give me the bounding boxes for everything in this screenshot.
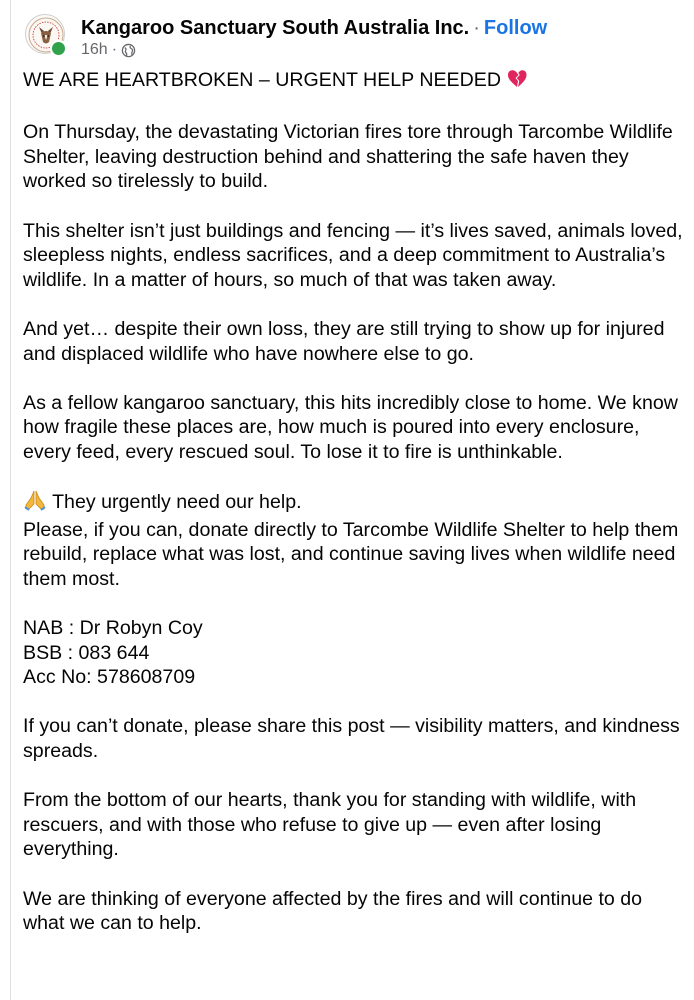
post-timestamp[interactable]: 16h xyxy=(81,41,108,58)
avatar[interactable] xyxy=(25,14,65,54)
closing-paragraph-3: We are thinking of everyone affected by the fires and will continue to do what we can to help. xyxy=(23,887,643,935)
closing-paragraph-1: If you can’t donate, please share this post — visibility matters, and kindness spreads. xyxy=(23,715,680,763)
globe-icon[interactable] xyxy=(121,43,136,58)
name-separator: · xyxy=(473,17,480,39)
closing-paragraph-2: From the bottom of our hearts, thank you for standing with wildlife, with rescuers, and with those who refuse to give up — even after losing everything. xyxy=(23,789,637,861)
help-paragraph xyxy=(23,489,683,591)
meta-separator: · xyxy=(111,41,118,58)
bank-bsb: BSB : 083 644 xyxy=(23,641,150,664)
paragraph-3: And yet… despite their own loss, they are still trying to show up for injured and displaced wildlife who have nowhere else to go. xyxy=(23,317,665,365)
help-line-2: Please, if you can, donate directly to Tarcombe Wildlife Shelter to help them rebuild, replace what was lost, and continue saving lives when wildlife need them most. xyxy=(23,518,679,590)
post-header xyxy=(25,14,685,64)
author-row xyxy=(81,15,547,41)
online-status-dot xyxy=(50,40,67,57)
broken-heart-icon xyxy=(506,69,528,96)
page-name-link[interactable]: Kangaroo Sanctuary South Australia Inc. xyxy=(81,17,470,39)
post-card xyxy=(10,0,694,1000)
paragraph-1: On Thursday, the devastating Victorian fires tore through Tarcombe Wildlife Shelter, leaving destruction behind and shattering the safe haven they worked so tirelessly to build. xyxy=(23,121,673,193)
bank-details xyxy=(23,616,683,690)
post-heading xyxy=(23,68,683,96)
paragraph-4: As a fellow kangaroo sanctuary, this hits incredibly close to home. We know how fragile these places are, how much is poured into every enclosure, every feed, every rescued soul. To lose it to fire is unthinkable. xyxy=(23,391,678,463)
follow-button[interactable]: Follow xyxy=(483,17,548,39)
post-heading-text: WE ARE HEARTBROKEN – URGENT HELP NEEDED xyxy=(23,69,501,91)
bank-acc: Acc No: 578608709 xyxy=(23,666,196,689)
paragraph-2: This shelter isn’t just buildings and fencing — it’s lives saved, animals loved, sleepless nights, endless sacrifices, and a deep commitment to Australia’s wildlife. In a matter of hours, so much of that was taken away. xyxy=(23,219,683,291)
help-line-1: They urgently need our help. xyxy=(52,491,302,514)
bank-nab: NAB : Dr Robyn Coy xyxy=(23,617,203,640)
post-body xyxy=(23,68,683,960)
post-meta xyxy=(81,40,136,60)
praying-hands-icon xyxy=(23,489,47,518)
